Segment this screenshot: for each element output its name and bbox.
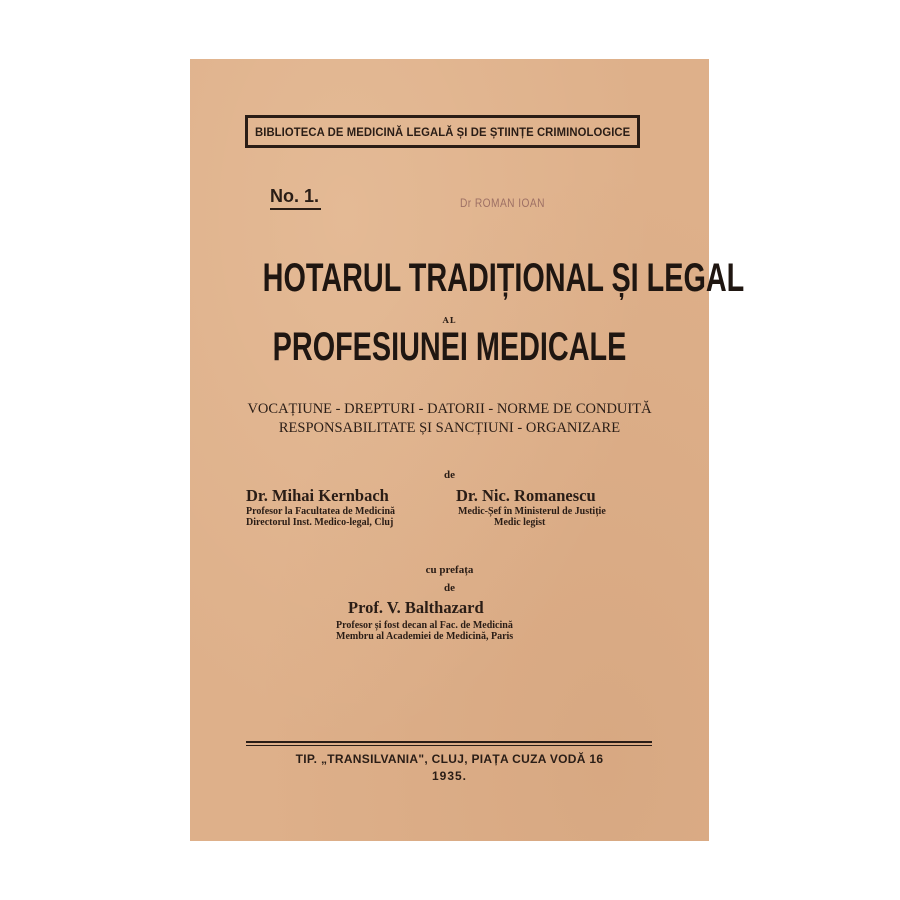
preface-label: cu prefața [425, 564, 474, 576]
printer-imprint: TIP. „TRANSILVANIA", CLUJ, PIAȚA CUZA VODĂ 16 [295, 752, 604, 766]
publication-year: 1935. [431, 769, 468, 783]
author-2-affiliation-1: Medic-Șef în Ministerul de Justiție [458, 506, 606, 517]
title-line-2: AL [442, 315, 457, 325]
series-box [245, 115, 640, 148]
series-title: BIBLIOTECA DE MEDICINĂ LEGALĂ ȘI DE ȘTIINȚE CRIMINOLOGICE [254, 124, 631, 139]
author-1-affiliation-1: Profesor la Facultatea de Medicină [246, 506, 396, 517]
volume-number: No. 1. [270, 186, 321, 210]
divider-rule-thin [246, 745, 652, 746]
owner-stamp: Dr ROMAN IOAN [460, 196, 545, 210]
preface-by-label: de [444, 582, 455, 594]
author-1-affiliation-2: Directorul Inst. Medico-legal, Cluj [246, 517, 394, 528]
preface-author-affiliation-2: Membru al Academiei de Medicină, Paris [336, 631, 514, 642]
by-label: de [444, 469, 455, 481]
author-2-affiliation-2: Medic legist [494, 517, 546, 528]
divider-rule [246, 741, 652, 743]
preface-author-affiliation-1: Profesor și fost decan al Fac. de Medicină [336, 620, 513, 631]
author-2-name: Dr. Nic. Romanescu [456, 486, 596, 505]
subtitle-line-2: RESPONSABILITATE ȘI SANCȚIUNI - ORGANIZARE [278, 420, 621, 436]
subtitle-line-1: VOCAȚIUNE - DREPTURI - DATORII - NORME DE CONDUITĂ [247, 401, 652, 417]
title-line-3: PROFESIUNEI MEDICALE [272, 325, 627, 369]
author-1-name: Dr. Mihai Kernbach [246, 486, 389, 505]
preface-author-name: Prof. V. Balthazard [348, 598, 484, 617]
book-cover [190, 59, 745, 841]
title-line-1: HOTARUL TRADIȚIONAL ȘI LEGAL [262, 256, 745, 300]
